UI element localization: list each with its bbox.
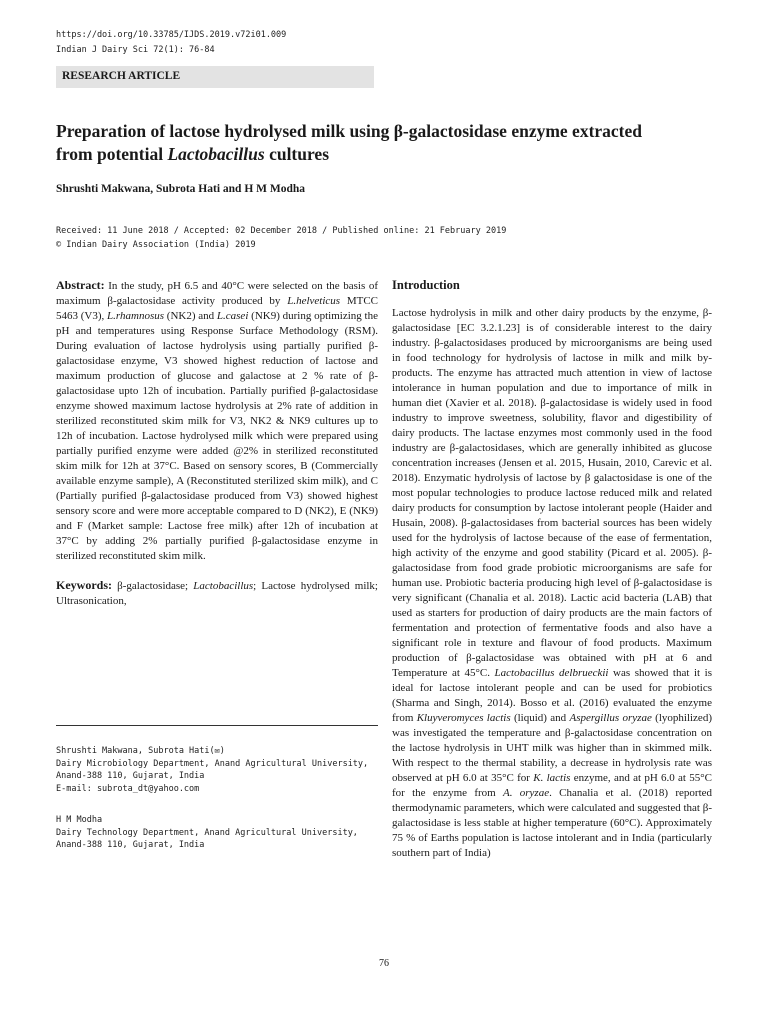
abstract (56, 278, 378, 564)
abstract-label: Abstract: (56, 278, 105, 292)
abstract-species: L.casei (216, 310, 249, 322)
doi-link[interactable]: https://doi.org/10.33785/IJDS.2019.v72i01.009 (56, 30, 287, 40)
intro-text: was showed that it is ideal for lactose intolerant people and can be used for probiotics (Sharma and Singh, 2014). Bosso et al. (2016) evaluated the enzyme from (392, 667, 712, 724)
article-title (56, 120, 716, 166)
abstract-text: (NK2) and (164, 310, 217, 322)
title-line-1: Preparation of lactose hydrolysed milk using β-galactosidase enzyme extracted (56, 121, 643, 141)
abstract-text: MTCC 5463 (V3), (56, 295, 378, 322)
intro-species: Lactobacillus delbrueckii (494, 667, 609, 679)
title-line-2-end: cultures (264, 144, 330, 164)
keywords (56, 578, 378, 609)
affiliation-1 (56, 745, 378, 795)
abstract-text: In the study, pH 6.5 and 40°C were selected on the basis of maximum β-galactosidase activity produced by (56, 280, 378, 307)
keywords-label: Keywords: (56, 578, 112, 592)
intro-species: Aspergillus oryzae (569, 712, 652, 724)
journal-citation: Indian J Dairy Sci 72(1): 76-84 (56, 45, 215, 55)
introduction-body (392, 306, 712, 861)
keywords-genus: Lactobacillus (193, 580, 254, 592)
affiliation-1-department: Dairy Microbiology Department, Anand Agricultural University, Anand-388 110, Gujarat, India (56, 758, 369, 781)
abstract-species: L.rhamnosus (107, 310, 165, 322)
left-column (56, 278, 378, 609)
intro-text: (liquid) and (510, 712, 570, 724)
keywords-text: β-galactosidase; (112, 580, 194, 592)
intro-text: enzyme, and at pH 6.0 at 55°C for the enzyme from (392, 772, 712, 799)
introduction-paragraph (392, 306, 712, 861)
affiliation-2-department: Dairy Technology Department, Anand Agricultural University, Anand-388 110, Gujarat, India (56, 827, 358, 850)
title-line-2-start: from potential (56, 144, 168, 164)
abstract-species: L.helveticus (287, 295, 341, 307)
affiliation-1-names: Shrushti Makwana, Subrota Hati(✉) (56, 746, 225, 756)
keywords-text: ; Lactose hydrolysed milk; Ultrasonication, (56, 580, 378, 607)
publication-dates: Received: 11 June 2018 / Accepted: 02 December 2018 / Published online: 21 February 2019 (56, 226, 507, 236)
copyright-line: © Indian Dairy Association (India) 2019 (56, 240, 256, 250)
intro-species: K. lactis (533, 772, 571, 784)
affiliation-2 (56, 814, 378, 852)
abstract-text: (NK9) during optimizing the pH and temperatures using Response Surface Methodology (RSM). During evaluation of lactose hydrolysis using partially purified β-galactosidase enzyme, V3 showed highest reduction of lactose and maximum production of glucose and galactose at 2 % rate of β-galactosidase upto 12h of incubation. Partially purified β-galactosidase enzyme showed maximum lactose hydrolysis at 2% rate of addition in sterilized reconstituted skim milk for V3, NK2 & NK9 cultures up to 12h of incubation. Lactose hydrolysed milk which were prepared using partially purified enzyme were added @2% in sterilized reconstituted skim milk for 12h at 37°C. Based on sensory scores, B (Commercially available enzyme sample), A (Reconstituted sterilized skim milk), and C (Partially purified β-galactosidase produced from V3) showed highest sensory score and were more acceptable compared to D (NK2), E (NK9) and F (Market sample: Lactose free milk) after 12h of incubation at 37°C by adding 2% partially purified β-galactosidase enzyme in sterilized reconstituted skim milk. (56, 310, 378, 562)
affiliation-2-name: H M Modha (56, 815, 103, 825)
intro-text: . Chanalia et al. (2018) reported thermodynamic parameters, which were calculated and suggested that β-galactosidase is less stable at higher temperature (60°C). Approximately 75 % of Earths population is lactose intolerant and in India (particularly southern part of India) (392, 787, 713, 859)
author-list: Shrushti Makwana, Subrota Hati and H M Modha (56, 183, 306, 195)
section-banner (56, 66, 374, 88)
section-label: RESEARCH ARTICLE (62, 70, 181, 82)
author-email[interactable]: E-mail: subrota_dt@yahoo.com (56, 783, 200, 794)
title-genus-italic: Lactobacillus (167, 144, 265, 164)
intro-text: Lactose hydrolysis in milk and other dairy products by the enzyme, β-galactosidase [EC 3.2.1.23] is of considerable interest to the dairy industry. β-galactosidases produced by microorganisms are being used in food technology for hydrolysis of lactose in milk and milk by-products. The enzyme has attracted much attention in view of lactose intolerance in human population and due to importance of milk in human diet (Xavier et al. 2018). β-galactosidase is widely used in food industry to improve sweetness, solubility, flavor and digestibility of dairy products. The lactase enzymes most commonly used in the food industry are β-galactosidases, which are generally inhibited as glucose concentration increases (Jensen et al. 2015, Husain, 2010, Carevic et al. 2018). Enzymatic hydrolysis of lactose by β galactosidase is one of the most popular technologies to produce lactose reduced milk and related dairy products for consumption by lactose intolerant people (Haider and Husain, 2008). β-galactosidases from bacterial sources has been widely used for the hydrolysis of lactose because of the ease of fermentation, high activity of the enzyme and good stability (Picard et al. 2005). β-galactosidase from food grade probiotic microorganisms are safe for human use. Probiotic bacteria producing high level of β-galactosidase is very significant (Chanalia et al. 2018). Lactic acid bacteria (LAB) that used as starters for production of dairy products are the main factors of fermentation and protection of fermentative foods and also have a significant role in texture and flavour of food products. Maximum production of β-galactosidase was obtained with pH at 6 and Temperature at 45°C. (392, 307, 712, 679)
intro-species: A. oryzae (503, 787, 550, 799)
page-number: 76 (379, 958, 389, 969)
footnote-divider (56, 725, 378, 726)
intro-species: Kluyveromyces lactis (416, 712, 511, 724)
introduction-heading: Introduction (392, 278, 460, 292)
intro-text: (lyophilized) was investigated the temperature and β-galactosidase concentration on the lactose hydrolysis in UHT milk was higher than in skimmed milk. With respect to the thermal stability, a decrease in hydrolysis rate was observed at pH 6.0 at 35°C for (392, 712, 712, 784)
